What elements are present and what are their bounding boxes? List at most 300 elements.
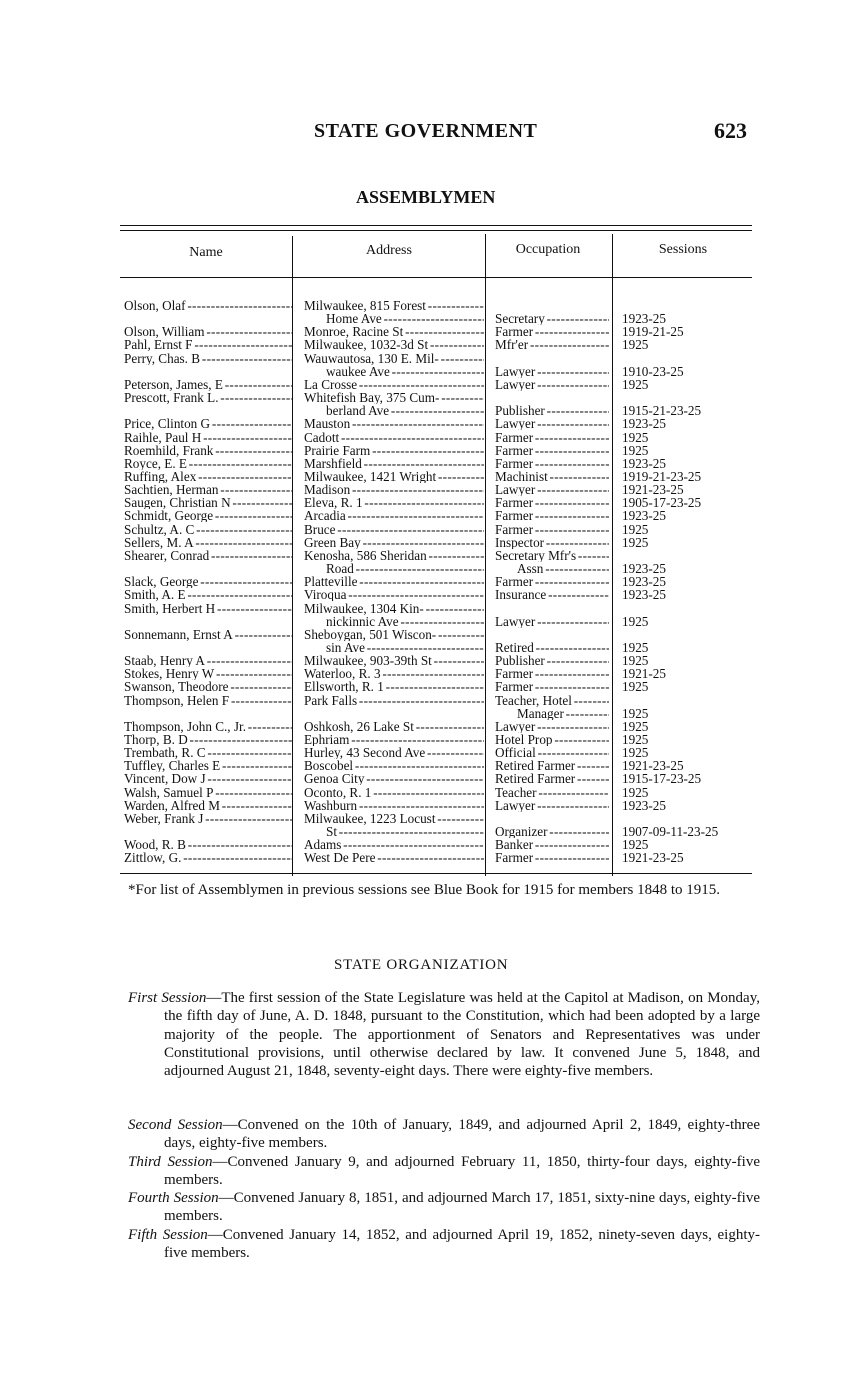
address-cell	[304, 325, 484, 338]
sessions-cell	[622, 786, 752, 799]
name-cell	[124, 799, 292, 812]
occupation-cell	[495, 404, 609, 417]
sessions-cell	[622, 457, 752, 470]
occupation-cell-text: Publisher - - -	[495, 654, 609, 667]
name-cell-text: Stokes, Henry W - - -	[124, 667, 292, 680]
sessions-cell-text: 1925	[622, 654, 649, 667]
name-cell	[124, 588, 292, 601]
table-row	[0, 365, 859, 378]
sessions-cell	[622, 496, 752, 509]
table-row	[0, 812, 859, 825]
address-cell-text: Marshfield - - -	[304, 457, 484, 470]
sessions-cell-text: 1921-23-25	[622, 759, 684, 773]
sessions-cell-text: 1907-09-11-23-25	[622, 825, 719, 838]
address-cell-text: Cadott - - -	[304, 431, 484, 444]
name-cell-text: Perry, Chas. B - - -	[124, 352, 292, 365]
sessions-cell-text: 1925	[622, 706, 649, 720]
name-cell-text: Swanson, Theodore - - -	[124, 680, 292, 693]
running-head-title: STATE GOVERNMENT	[314, 120, 538, 142]
address-cell-text: Mauston - - -	[304, 417, 484, 430]
occupation-cell	[495, 444, 609, 457]
name-cell-text: Sonnemann, Ernst A - - -	[124, 628, 292, 641]
address-cell-text: Arcadia - - -	[304, 509, 484, 522]
name-cell	[124, 667, 292, 680]
session-paragraph	[128, 1153, 760, 1190]
table-row	[0, 825, 859, 838]
sessions-cell-text: 1923-25	[622, 588, 666, 602]
address-cell-text: Kenosha, 586 Sheridan - - -	[304, 549, 484, 562]
session-paragraph	[128, 1226, 760, 1263]
sessions-cell	[622, 312, 752, 325]
table-row	[0, 588, 859, 601]
table-row	[0, 338, 859, 351]
address-cell	[304, 352, 484, 365]
table-row	[0, 431, 859, 444]
sessions-cell	[622, 851, 752, 864]
sessions-cell	[622, 325, 752, 338]
address-cell	[304, 588, 484, 601]
occupation-cell	[495, 496, 609, 509]
occupation-cell-text: Lawyer - - -	[495, 483, 609, 496]
table-row	[0, 299, 859, 312]
table-row	[0, 536, 859, 549]
address-cell	[304, 417, 484, 430]
name-cell-text: Slack, George - - -	[124, 575, 292, 588]
address-cell-text: La Crosse - - -	[304, 378, 484, 391]
address-cell	[304, 523, 484, 536]
address-cell-text: Milwaukee, 903-39th St - - -	[304, 654, 484, 667]
name-cell-text: Olson, William - - -	[124, 325, 292, 338]
name-cell-text: Vincent, Dow J - - -	[124, 772, 292, 785]
sessions-cell-text: 1925	[622, 535, 649, 549]
address-cell	[304, 772, 484, 785]
table-row	[0, 628, 859, 641]
address-cell	[304, 628, 484, 641]
session-text: —The first session of the State Legislature was held at the Capitol at Madison, on Monday, the fifth day of June, A. D. 1848, pursuant to the Constitution, which had been adopted by a large majority of the people. The apportionment of Senators and Representatives was under Constitutional provisions, until otherwise declared by law. It convened June 5, 1848, and adjourned August 21, 1848, seventy-eight days. There were eighty-five members.	[164, 990, 760, 1080]
table-row	[0, 562, 859, 575]
occupation-cell	[495, 365, 609, 378]
occupation-cell	[495, 470, 609, 483]
name-cell	[124, 838, 292, 851]
occupation-cell-text: Hotel Prop - - -	[495, 733, 609, 746]
name-cell-text: Shearer, Conrad - - -	[124, 549, 292, 562]
address-cell	[304, 733, 484, 746]
address-cell	[304, 457, 484, 470]
occupation-cell-text: Lawyer - - -	[495, 615, 609, 628]
sessions-cell	[622, 615, 752, 628]
occupation-cell	[495, 838, 609, 851]
sessions-cell	[622, 470, 752, 483]
occupation-cell	[495, 772, 609, 785]
occupation-cell-text: Publisher - - -	[495, 404, 609, 417]
address-cell	[304, 312, 484, 325]
address-cell	[304, 641, 484, 654]
occupation-cell	[495, 483, 609, 496]
sessions-cell	[622, 417, 752, 430]
sessions-cell-text: 1925	[622, 680, 649, 694]
address-cell	[304, 759, 484, 772]
name-cell-text: Tuffley, Charles E - - -	[124, 759, 292, 772]
table-row	[0, 851, 859, 864]
occupation-cell	[495, 707, 609, 720]
column-header-sessions: Sessions	[658, 242, 708, 257]
occupation-cell-text: Farmer - - -	[495, 680, 609, 693]
sessions-cell	[622, 799, 752, 812]
sessions-cell-text: 1925	[622, 443, 649, 457]
name-cell	[124, 759, 292, 772]
address-cell-text: Prairie Farm - - -	[304, 444, 484, 457]
sessions-cell-text: 1925	[622, 338, 649, 352]
name-cell	[124, 812, 292, 825]
name-cell-text: Warden, Alfred M - - -	[124, 799, 292, 812]
address-cell-text: Monroe, Racine St - - -	[304, 325, 484, 338]
sessions-cell	[622, 509, 752, 522]
occupation-cell	[495, 667, 609, 680]
address-cell	[304, 536, 484, 549]
address-cell	[304, 562, 484, 575]
name-cell	[124, 325, 292, 338]
address-cell-text: Hurley, 43 Second Ave - - -	[304, 746, 484, 759]
name-cell-text: Sellers, M. A - - -	[124, 536, 292, 549]
occupation-cell-text: Lawyer - - -	[495, 417, 609, 430]
address-cell	[304, 470, 484, 483]
table-row	[0, 602, 859, 615]
address-cell-text: Genoa City - - -	[304, 772, 484, 785]
sessions-cell-text: 1925	[622, 719, 649, 733]
address-cell	[304, 838, 484, 851]
occupation-cell-text: Lawyer - - -	[495, 378, 609, 391]
table-row	[0, 483, 859, 496]
table-top-rule-2	[120, 230, 752, 231]
occupation-cell-text: Lawyer - - -	[495, 720, 609, 733]
address-cell	[304, 746, 484, 759]
address-cell	[304, 694, 484, 707]
session-label: Fifth Session	[128, 1227, 208, 1243]
address-cell-text: Eleva, R. 1 - - -	[304, 496, 484, 509]
sessions-cell	[622, 338, 752, 351]
table-row	[0, 457, 859, 470]
address-cell-text: Milwaukee, 815 Forest - - -	[304, 299, 484, 312]
occupation-cell-text: Retired Farmer - - -	[495, 759, 609, 772]
occupation-cell-text: Farmer - - -	[495, 575, 609, 588]
occupation-cell	[495, 825, 609, 838]
address-cell-text: Green Bay - - -	[304, 536, 484, 549]
name-cell	[124, 470, 292, 483]
sessions-cell-text: 1921-23-25	[622, 851, 684, 865]
address-cell-text: Ephriam - - -	[304, 733, 484, 746]
table-row	[0, 549, 859, 562]
sessions-cell	[622, 654, 752, 667]
table-row	[0, 786, 859, 799]
sessions-cell	[622, 680, 752, 693]
sessions-cell-text: 1910-23-25	[622, 364, 684, 378]
occupation-cell-text: Machinist - - -	[495, 470, 609, 483]
address-cell-text: waukee Ave - - -	[304, 365, 484, 378]
address-cell-text: Adams - - -	[304, 838, 484, 851]
occupation-cell	[495, 457, 609, 470]
occupation-cell	[495, 746, 609, 759]
sessions-cell	[622, 365, 752, 378]
table-row	[0, 641, 859, 654]
name-cell-text: Peterson, James, E - - -	[124, 378, 292, 391]
sessions-cell	[622, 759, 752, 772]
sessions-cell-text: 1919-21-23-25	[622, 470, 702, 483]
table-bottom-rule	[120, 873, 752, 874]
occupation-cell-text: Insurance - - -	[495, 588, 609, 601]
name-cell-text: Royce, E. E - - -	[124, 457, 292, 470]
sessions-cell-text: 1921-23-25	[622, 483, 684, 497]
address-cell	[304, 365, 484, 378]
occupation-cell	[495, 720, 609, 733]
sessions-cell	[622, 444, 752, 457]
address-cell-text: Ellsworth, R. 1 - - -	[304, 680, 484, 693]
address-cell-text: Oconto, R. 1 - - -	[304, 786, 484, 799]
occupation-cell-text: Assn - - -	[495, 562, 609, 575]
name-cell-text: Sachtien, Herman - - -	[124, 483, 292, 496]
session-paragraph	[128, 1116, 760, 1153]
occupation-cell-text: Banker - - -	[495, 838, 609, 851]
occupation-cell-text: Farmer - - -	[495, 457, 609, 470]
occupation-cell-text: Lawyer - - -	[495, 365, 609, 378]
sessions-cell	[622, 536, 752, 549]
column-header-name: Name	[189, 245, 223, 260]
name-cell-text: Zittlow, G. - - -	[124, 851, 292, 864]
occupation-cell-text: Farmer - - -	[495, 325, 609, 338]
address-cell	[304, 575, 484, 588]
name-cell-text: Walsh, Samuel P - - -	[124, 786, 292, 799]
table-row	[0, 378, 859, 391]
name-cell	[124, 575, 292, 588]
sessions-cell-text: 1919-21-25	[622, 325, 684, 339]
address-cell	[304, 444, 484, 457]
name-cell-text: Olson, Olaf - - -	[124, 299, 292, 312]
sessions-cell	[622, 404, 752, 417]
sessions-cell	[622, 588, 752, 601]
table-row	[0, 838, 859, 851]
name-cell	[124, 509, 292, 522]
table-row	[0, 470, 859, 483]
sessions-cell-text: 1923-25	[622, 575, 666, 589]
footnote: *For list of Assemblymen in previous sessions see Blue Book for 1915 for members 1848 to 1915.	[128, 882, 721, 898]
sessions-cell-text: 1925	[622, 838, 649, 852]
name-cell-text: Smith, A. E - - -	[124, 588, 292, 601]
name-cell	[124, 391, 292, 404]
session-text: —Convened on the 10th of January, 1849, and adjourned April 2, 1849, eighty-three days, eighty-five members.	[164, 1117, 760, 1152]
occupation-cell-text: Farmer - - -	[495, 667, 609, 680]
sessions-cell-text: 1925	[622, 377, 649, 391]
table-row	[0, 325, 859, 338]
address-cell-text: Home Ave - - -	[304, 312, 484, 325]
name-cell	[124, 746, 292, 759]
session-paragraph	[128, 989, 760, 1080]
session-label: First Session	[128, 990, 207, 1006]
occupation-cell-text: Teacher, Hotel - - -	[495, 694, 609, 707]
name-cell	[124, 694, 292, 707]
occupation-cell	[495, 733, 609, 746]
address-cell-text: Washburn - - -	[304, 799, 484, 812]
sessions-cell-text: 1925	[622, 733, 649, 746]
name-cell	[124, 654, 292, 667]
address-cell-text: Road - - -	[304, 562, 484, 575]
session-text: —Convened January 9, and adjourned February 11, 1850, thirty-four days, eighty-five members.	[164, 1154, 760, 1189]
table-row	[0, 759, 859, 772]
table-row	[0, 707, 859, 720]
address-cell-text: Milwaukee, 1421 Wright - - -	[304, 470, 484, 483]
session-label: Third Session	[128, 1154, 213, 1170]
address-cell	[304, 378, 484, 391]
table-row	[0, 404, 859, 417]
name-cell-text: Thompson, Helen F - - -	[124, 694, 292, 707]
table-row	[0, 352, 859, 365]
occupation-cell	[495, 786, 609, 799]
occupation-cell	[495, 575, 609, 588]
name-cell	[124, 444, 292, 457]
sessions-cell-text: 1921-25	[622, 667, 666, 681]
sessions-cell-text: 1925	[622, 614, 649, 628]
sessions-cell	[622, 720, 752, 733]
sessions-cell-text: 1925	[622, 746, 649, 760]
address-cell-text: West De Pere - - -	[304, 851, 484, 864]
address-cell-text: nickinnic Ave - - -	[304, 615, 484, 628]
name-cell	[124, 602, 292, 615]
address-cell	[304, 786, 484, 799]
address-cell	[304, 404, 484, 417]
occupation-cell-text: Official - - -	[495, 746, 609, 759]
table-row	[0, 496, 859, 509]
table-row	[0, 680, 859, 693]
table-top-rule-1	[120, 225, 752, 226]
name-cell-text: Raihle, Paul H - - -	[124, 431, 292, 444]
occupation-cell	[495, 536, 609, 549]
sessions-cell	[622, 825, 752, 838]
name-cell	[124, 299, 292, 312]
table-row	[0, 720, 859, 733]
occupation-cell	[495, 338, 609, 351]
occupation-cell-text: Retired Farmer - - -	[495, 772, 609, 785]
address-cell-text: Waterloo, R. 3 - - -	[304, 667, 484, 680]
occupation-cell	[495, 417, 609, 430]
table-row	[0, 772, 859, 785]
table-header-rule	[120, 277, 752, 278]
name-cell-text: Saugen, Christian N - - -	[124, 496, 292, 509]
page-number: 623	[714, 118, 747, 143]
occupation-cell	[495, 641, 609, 654]
address-cell	[304, 602, 484, 615]
name-cell	[124, 772, 292, 785]
table-row	[0, 799, 859, 812]
sessions-cell	[622, 667, 752, 680]
occupation-cell-text: Farmer - - -	[495, 496, 609, 509]
occupation-cell-text: Secretary - - -	[495, 312, 609, 325]
address-cell	[304, 391, 484, 404]
occupation-cell-text: Lawyer - - -	[495, 799, 609, 812]
table-row	[0, 615, 859, 628]
name-cell	[124, 483, 292, 496]
sessions-cell-text: 1923-25	[622, 562, 666, 575]
occupation-cell-text: Farmer - - -	[495, 444, 609, 457]
address-cell	[304, 667, 484, 680]
address-cell	[304, 799, 484, 812]
address-cell-text: Milwaukee, 1304 Kin- - - -	[304, 602, 484, 615]
name-cell	[124, 851, 292, 864]
address-cell-text: Boscobel - - -	[304, 759, 484, 772]
occupation-cell	[495, 759, 609, 772]
address-cell-text: sin Ave - - -	[304, 641, 484, 654]
sessions-cell-text: 1915-17-23-25	[622, 772, 702, 786]
name-cell-text: Roemhild, Frank - - -	[124, 444, 292, 457]
sessions-cell-text: 1923-25	[622, 798, 666, 812]
name-cell-text: Thompson, John C., Jr. - - -	[124, 720, 292, 733]
occupation-cell-text: Organizer - - -	[495, 825, 609, 838]
address-cell	[304, 431, 484, 444]
table-row	[0, 733, 859, 746]
sessions-cell-text: 1925	[622, 785, 649, 799]
table-row	[0, 667, 859, 680]
occupation-cell-text: Farmer - - -	[495, 851, 609, 864]
sessions-cell	[622, 772, 752, 785]
sessions-cell	[622, 838, 752, 851]
state-organization-title: STATE ORGANIZATION	[334, 957, 509, 973]
occupation-cell-text: Farmer - - -	[495, 431, 609, 444]
occupation-cell	[495, 615, 609, 628]
table-row	[0, 654, 859, 667]
session-label: Second Session	[128, 1117, 223, 1133]
sessions-cell	[622, 431, 752, 444]
name-cell	[124, 523, 292, 536]
address-cell-text: berland Ave - - -	[304, 404, 484, 417]
name-cell-text: Smith, Herbert H - - -	[124, 602, 292, 615]
address-cell-text: Wauwautosa, 130 E. Mil- - - -	[304, 352, 484, 365]
name-cell	[124, 549, 292, 562]
name-cell-text: Schmidt, George - - -	[124, 509, 292, 522]
address-cell	[304, 615, 484, 628]
address-cell-text: Milwaukee, 1032-3d St - - -	[304, 338, 484, 351]
name-cell	[124, 680, 292, 693]
session-text: —Convened January 8, 1851, and adjourned March 17, 1851, sixty-nine days, eighty-five members.	[164, 1190, 760, 1225]
table-row	[0, 523, 859, 536]
address-cell	[304, 851, 484, 864]
table-row	[0, 694, 859, 707]
occupation-cell	[495, 312, 609, 325]
name-cell	[124, 338, 292, 351]
column-header-address: Address	[366, 243, 412, 258]
address-cell-text: Milwaukee, 1223 Locust - - -	[304, 812, 484, 825]
occupation-cell-text: Farmer - - -	[495, 523, 609, 536]
address-cell-text: Viroqua - - -	[304, 588, 484, 601]
address-cell-text: Bruce - - -	[304, 523, 484, 536]
name-cell	[124, 431, 292, 444]
sessions-cell	[622, 733, 752, 746]
address-cell	[304, 812, 484, 825]
address-cell	[304, 825, 484, 838]
occupation-cell	[495, 509, 609, 522]
name-cell	[124, 786, 292, 799]
table-row	[0, 509, 859, 522]
sessions-cell-text: 1905-17-23-25	[622, 496, 702, 510]
name-cell	[124, 417, 292, 430]
sessions-cell	[622, 575, 752, 588]
table-row	[0, 312, 859, 325]
address-cell	[304, 338, 484, 351]
occupation-cell	[495, 378, 609, 391]
sessions-cell-text: 1923-25	[622, 456, 666, 470]
name-cell-text: Trembath, R. C - - -	[124, 746, 292, 759]
occupation-cell	[495, 523, 609, 536]
occupation-cell	[495, 588, 609, 601]
address-cell	[304, 549, 484, 562]
address-cell-text: St - - -	[304, 825, 484, 838]
occupation-cell-text: Farmer - - -	[495, 509, 609, 522]
